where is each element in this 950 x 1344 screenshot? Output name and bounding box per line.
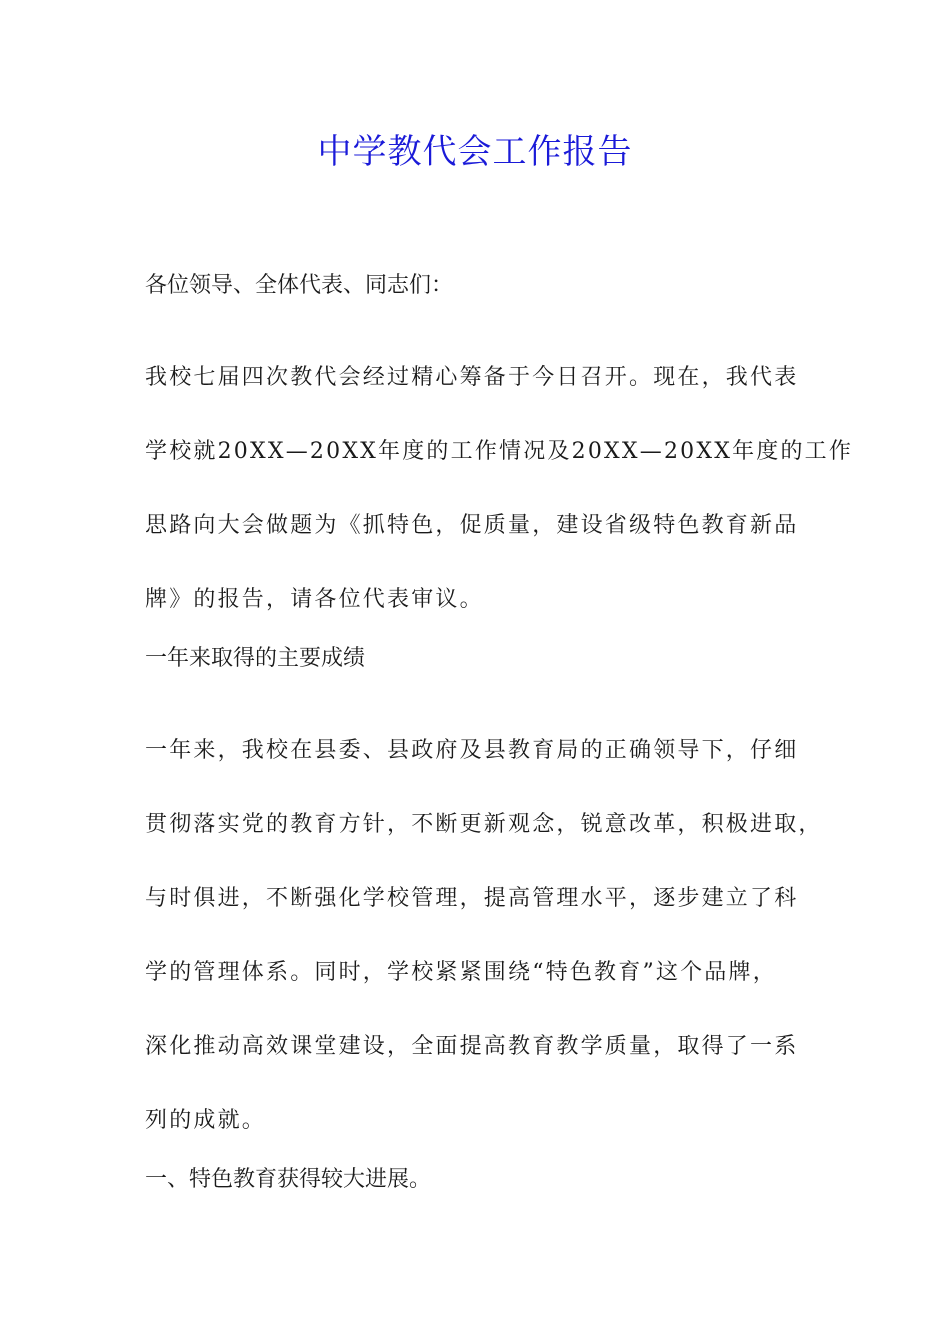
paragraph-line: 与时俱进，不断强化学校管理，提高管理水平，逐步建立了科 [145, 886, 799, 911]
paragraph-line: 贯彻落实党的教育方针，不断更新观念，锐意改革，积极进取， [145, 812, 823, 837]
section-heading-achievements: 一年来取得的主要成绩 [145, 646, 366, 671]
paragraph-line: 深化推动高效课堂建设，全面提高教育教学质量，取得了一系 [145, 1034, 799, 1059]
paragraph-opening [145, 341, 854, 637]
paragraph-achievements [145, 714, 825, 1158]
salutation: 各位领导、全体代表、同志们： [145, 273, 454, 298]
paragraph-line: 思路向大会做题为《抓特色，促质量，建设省级特色教育新品 [145, 513, 799, 538]
section-heading-special-education: 一、特色教育获得较大进展。 [145, 1167, 432, 1192]
paragraph-line: 学的管理体系。同时，学校紧紧围绕“特色教育”这个品牌， [145, 960, 777, 985]
paragraph-line: 一年来，我校在县委、县政府及县教育局的正确领导下，仔细 [145, 738, 799, 763]
paragraph-line: 我校七届四次教代会经过精心筹备于今日召开。现在，我代表 [145, 365, 799, 390]
paragraph-line: 牌》的报告，请各位代表审议。 [145, 587, 484, 612]
paragraph-line: 列的成就。 [145, 1108, 267, 1133]
paragraph-line: 学校就20XX—20XX年度的工作情况及20XX—20XX年度的工作 [145, 439, 854, 464]
document-title: 中学教代会工作报告 [317, 132, 633, 172]
